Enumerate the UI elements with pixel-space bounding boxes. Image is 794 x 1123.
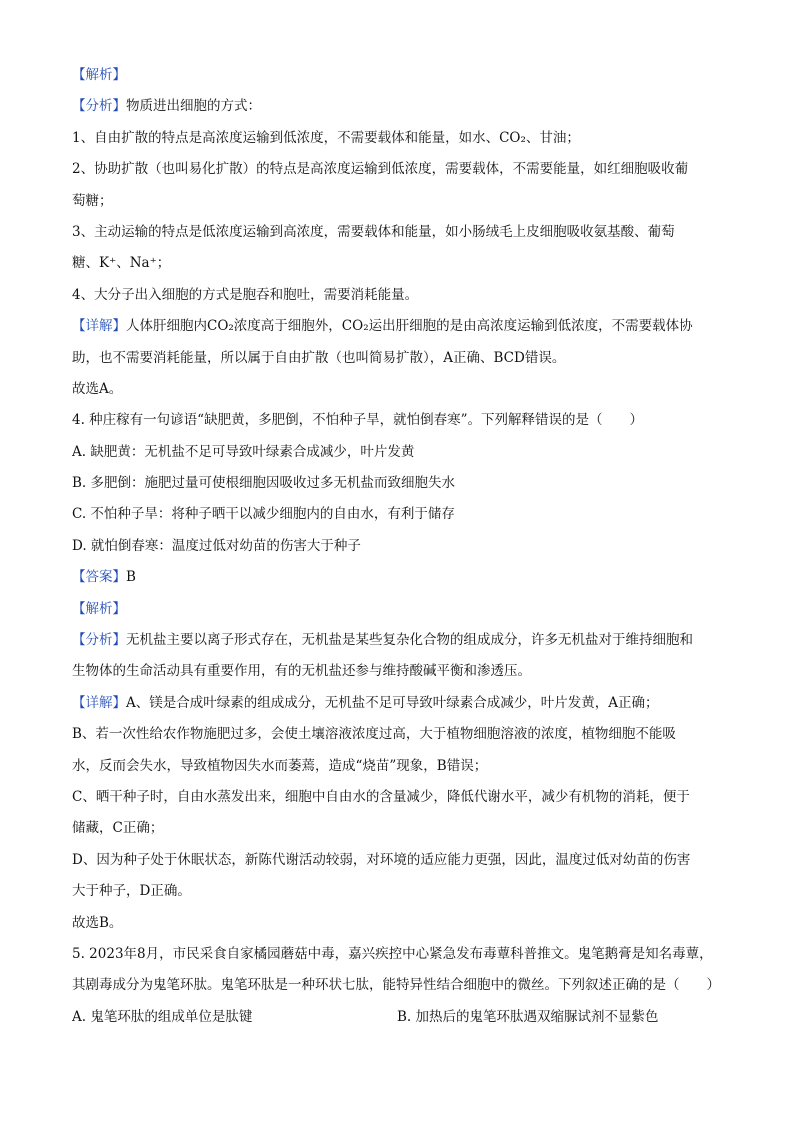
text-line: 故选B。 — [72, 914, 123, 931]
text-line: C、晒干种子时，自由水蒸发出来，细胞中自由水的含量减少，降低代谢水平，减少有机物的消耗，便于 — [72, 788, 690, 805]
text-line: 1、自由扩散的特点是高浓度运输到低浓度，不需要载体和能量，如水、CO₂、甘油； — [72, 129, 580, 146]
text-line: 2、协助扩散（也叫易化扩散）的特点是高浓度运输到低浓度，需要载体，不需要能量，如红细胞吸收葡 — [72, 161, 689, 178]
section-tag: 【解析】 — [72, 600, 126, 617]
text-line: 故选A。 — [72, 380, 123, 397]
text-line: 萄糖； — [72, 192, 113, 209]
text-line: 【详解】人体肝细胞内CO₂浓度高于细胞外，CO₂运出肝细胞的是由高浓度运输到低浓度，不需要载体协 — [72, 318, 693, 335]
section-tag: 【解析】 — [72, 67, 126, 83]
document-body — [72, 60, 722, 1033]
text-line: 【详解】A、镁是合成叶绿素的组成成分，无机盐不足可导致叶绿素合成减少，叶片发黄，A正确； — [72, 694, 659, 711]
text-line: 助，也不需要消耗能量，所以属于自由扩散（也叫简易扩散），A正确、BCD错误。 — [72, 349, 566, 366]
option-b: B. 加热后的鬼笔环肽遇双缩脲试剂不显紫色 — [397, 1008, 659, 1025]
section-tag: 【答案】 — [72, 569, 126, 586]
section-tag: 【分析】 — [72, 98, 126, 115]
text-line: 生物体的生命活动具有重要作用，有的无机盐还参与维持酸碱平衡和渗透压。 — [72, 663, 531, 680]
question-stem: 5. 2023年8月，市民采食自家橘园蘑菇中毒，嘉兴疾控中心紧急发布毒蕈科普推文。鬼笔鹅膏是知名毒蕈， — [72, 945, 713, 962]
text-line — [72, 594, 722, 625]
text-line: 3、主动运输的特点是低浓度运输到高浓度，需要载体和能量，如小肠绒毛上皮细胞吸收氨基酸、葡萄 — [72, 223, 675, 240]
answer-line: 【答案】B — [72, 569, 136, 586]
option-a: A. 缺肥黄：无机盐不足可导致叶绿素合成减少，叶片发黄 — [72, 443, 415, 460]
options-row — [72, 1002, 722, 1033]
text-line: 【分析】物质进出细胞的方式： — [72, 98, 261, 115]
text-line: 【分析】无机盐主要以离子形式存在，无机盐是某些复杂化合物的组成成分，许多无机盐对于维持细胞和 — [72, 632, 693, 649]
option-b: B. 多肥倒：施肥过量可使根细胞因吸收过多无机盐而致细胞失水 — [72, 475, 456, 492]
text-line: 其剧毒成分为鬼笔环肽。鬼笔环肽是一种环状七肽，能特异性结合细胞中的微丝。下列叙述正确的是（ ） — [72, 977, 720, 994]
text-line: 大于种子，D正确。 — [72, 883, 191, 900]
option-a: A. 鬼笔环肽的组成单位是肽键 — [72, 1008, 253, 1025]
text-line: D、因为种子处于休眠状态，新陈代谢活动较弱，对环境的适应能力更强，因此，温度过低对幼苗的伤害 — [72, 851, 691, 868]
text-line: B、若一次性给农作物施肥过多，会使土壤溶液浓度过高，大于植物细胞溶液的浓度，植物细胞不能吸 — [72, 726, 676, 743]
text-line: 储藏，C正确； — [72, 820, 164, 837]
section-tag: 【分析】 — [72, 632, 126, 649]
text-line — [72, 60, 722, 91]
section-tag: 【详解】 — [72, 694, 126, 711]
text-line: 水，反而会失水，导致植物因失水而萎蔫，造成“烧苗”现象，B错误； — [72, 757, 488, 774]
section-tag: 【详解】 — [72, 318, 126, 335]
question-stem: 4. 种庄稼有一句谚语“缺肥黄，多肥倒，不怕种子旱，就怕倒春寒”。下列解释错误的是（ ） — [72, 412, 643, 429]
text-line: 4、大分子出入细胞的方式是胞吞和胞吐，需要消耗能量。 — [72, 286, 419, 303]
text-line: 糖、K⁺、Na⁺； — [72, 255, 171, 272]
option-c: C. 不怕种子旱：将种子晒干以减少细胞内的自由水，有利于储存 — [72, 506, 455, 523]
option-d: D. 就怕倒春寒：温度过低对幼苗的伤害大于种子 — [72, 537, 361, 554]
